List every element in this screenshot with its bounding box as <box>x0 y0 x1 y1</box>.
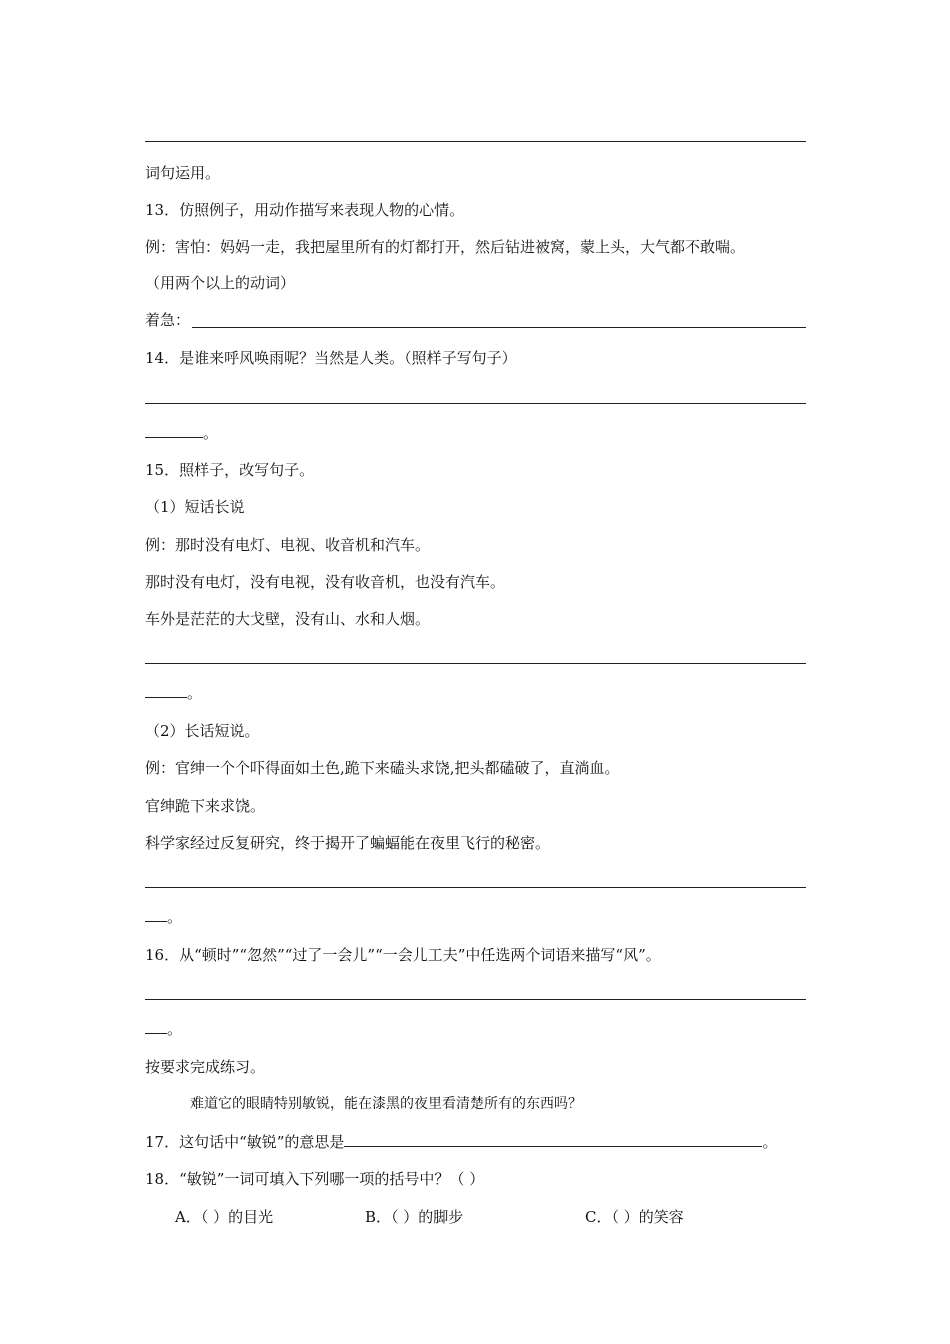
q15-part1-answer-line[interactable] <box>145 663 806 664</box>
q13-example: 例：害怕：妈妈一走，我把屋里所有的灯都打开，然后钻进被窝，蒙上头，大气都不敢喘。 <box>145 238 746 256</box>
q15-title: 15．照样子，改写句子。 <box>145 461 315 479</box>
q15-part1-answer-tail[interactable] <box>145 683 187 698</box>
q15-part1-example-answer: 那时没有电灯，没有电视，没有收音机，也没有汽车。 <box>145 573 506 591</box>
q13-answer-line[interactable] <box>192 327 806 328</box>
q13-note: （用两个以上的动词） <box>145 274 296 292</box>
q17-title <box>145 1132 777 1152</box>
q15-part2-answer-tail[interactable] <box>145 907 167 922</box>
q16-title: 16．从“顿时”“忽然”“过了一会儿”“一会儿工夫”中任选两个词语来描写“风”。 <box>145 946 661 964</box>
q17-answer-line[interactable] <box>344 1132 762 1147</box>
q16-answer-tail[interactable] <box>145 1019 167 1034</box>
q15-part2-example-answer: 官绅跪下来求饶。 <box>145 797 266 815</box>
q18-option-b[interactable]: B．（ ）的脚步 <box>365 1208 464 1226</box>
q14-title: 14．是谁来呼风唤雨呢？当然是人类。（照样子写句子） <box>145 349 517 367</box>
q16-period: 。 <box>167 1020 183 1038</box>
q15-part2-answer-line[interactable] <box>145 887 806 888</box>
q15-part2-label: （2）长话短说。 <box>145 722 260 740</box>
q15-part1-example: 例：那时没有电灯、电视、收音机和汽车。 <box>145 536 431 554</box>
q14-answer-end <box>145 423 218 443</box>
q13-prompt: 着急： <box>145 311 191 329</box>
q17-period: 。 <box>762 1133 778 1151</box>
q18-title: 18．“敏锐”一词可填入下列哪一项的括号中？（ ） <box>145 1170 485 1188</box>
q15-part2-answer-end <box>145 907 182 927</box>
q15-part2-period: 。 <box>167 908 183 926</box>
q13-title: 13．仿照例子，用动作描写来表现人物的心情。 <box>145 201 465 219</box>
q14-answer-line[interactable] <box>145 403 806 404</box>
q15-part1-period: 。 <box>187 684 203 702</box>
q18-option-c[interactable]: C．（ ）的笑容 <box>585 1208 684 1226</box>
page-top-rule <box>145 141 806 142</box>
q14-period: 。 <box>203 424 219 442</box>
q16-answer-end <box>145 1019 182 1039</box>
section-title: 按要求完成练习。 <box>145 1058 266 1076</box>
passage-sentence: 难道它的眼睛特别敏锐，能在漆黑的夜里看清楚所有的东西吗？ <box>190 1096 582 1112</box>
q18-option-a[interactable]: A．（ ）的目光 <box>175 1208 274 1226</box>
q15-part1-answer-end <box>145 683 202 703</box>
q15-part1-task: 车外是茫茫的大戈壁，没有山、水和人烟。 <box>145 610 431 628</box>
section-intro: 词句运用。 <box>145 164 221 182</box>
q15-part2-example: 例：官绅一个个吓得面如土色,跪下来磕头求饶,把头都磕破了，直淌血。 <box>145 759 620 777</box>
q16-answer-line[interactable] <box>145 999 806 1000</box>
q17-title-text: 17．这句话中“敏锐”的意思是 <box>145 1133 345 1151</box>
q15-part2-task: 科学家经过反复研究，终于揭开了蝙蝠能在夜里飞行的秘密。 <box>145 834 551 852</box>
q15-part1-label: （1）短话长说 <box>145 498 245 516</box>
q14-answer-tail[interactable] <box>145 423 203 438</box>
